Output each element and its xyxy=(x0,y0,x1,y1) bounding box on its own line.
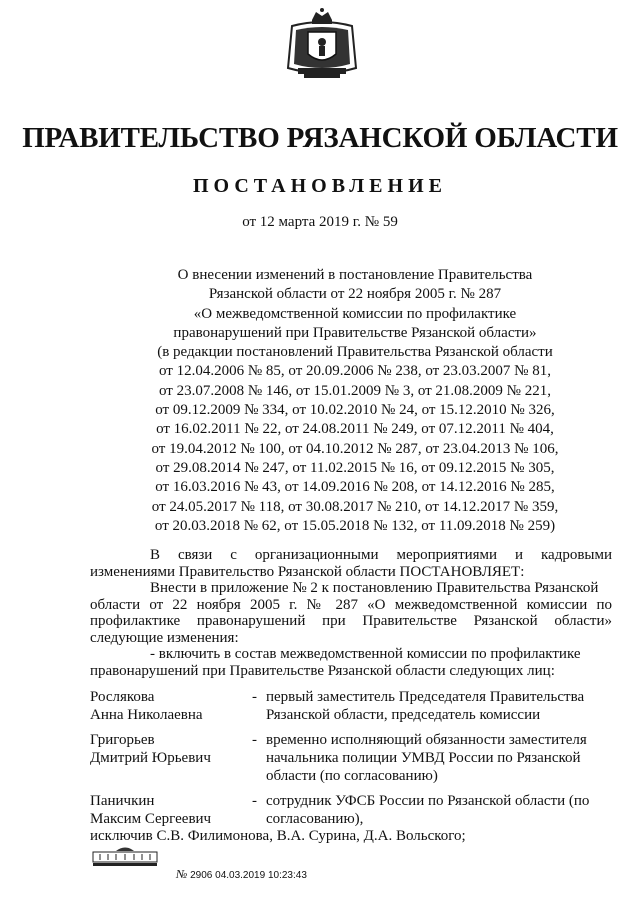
subject-line: (в редакции постановлений Правительства Рязанской области xyxy=(157,344,553,361)
body-paragraph-2-line-2: области от 22 ноября 2005 г. № 287 «О межведомственной комиссии по xyxy=(90,596,612,613)
member-dash: - xyxy=(252,793,257,809)
member-given-names: Максим Сергеевич xyxy=(90,811,212,827)
body-paragraph-3-line-2: правонарушений при Правительстве Рязанской области следующих лиц: xyxy=(90,662,555,679)
member-role xyxy=(266,792,606,828)
subject-line: О внесении изменений в постановление Правительства xyxy=(177,267,533,283)
member-role-line: Рязанской области, председатель комиссии xyxy=(266,707,541,723)
registration-number xyxy=(176,867,307,882)
document-body xyxy=(90,547,612,679)
body-paragraph-1-line-2: изменениями Правительство Рязанской области ПОСТАНОВЛЯЕТ: xyxy=(90,563,525,580)
member-role-line: области (по согласованию) xyxy=(266,768,438,784)
subject-line: от 24.05.2017 № 118, от 30.08.2017 № 210, от 14.12.2017 № 359, xyxy=(151,498,559,515)
registration-mark: № xyxy=(176,867,188,881)
document-type: ПОСТАНОВЛЕНИЕ xyxy=(193,175,447,197)
member-name xyxy=(90,731,240,767)
subject-line: от 29.08.2014 № 247, от 11.02.2015 № 16, от 09.12.2015 № 305, xyxy=(155,459,555,476)
document-subject xyxy=(150,266,560,536)
member-role-line: начальника полиции УМВД России по Рязанской xyxy=(266,750,581,766)
document-date: от 12 марта 2019 г. № 59 xyxy=(242,214,398,230)
registration-text: 2906 04.03.2019 10:23:43 xyxy=(190,870,307,881)
member-surname: Рослякова xyxy=(90,689,155,705)
subject-line: от 23.07.2008 № 146, от 15.01.2009 № 3, от 21.08.2009 № 221, xyxy=(158,382,551,399)
member-role-line: сотрудник УФСБ России по Рязанской области (по xyxy=(266,793,590,809)
ryazan-coat-of-arms-icon xyxy=(282,6,362,84)
subject-line: от 09.12.2009 № 334, от 10.02.2010 № 24, от 15.12.2010 № 326, xyxy=(155,402,555,419)
member-given-names: Анна Николаевна xyxy=(90,707,203,723)
subject-line: от 16.03.2016 № 43, от 14.09.2016 № 208, от 14.12.2016 № 285, xyxy=(155,479,555,496)
body-paragraph-3-line-1: - включить в состав межведомственной комиссии по профилактике xyxy=(150,646,581,662)
subject-line: от 12.04.2006 № 85, от 20.09.2006 № 238, от 23.03.2007 № 81, xyxy=(158,363,551,380)
government-title: ПРАВИТЕЛЬСТВО РЯЗАНСКОЙ ОБЛАСТИ xyxy=(22,122,618,154)
subject-line: «О межведомственной комиссии по профилактике xyxy=(193,305,517,322)
member-role xyxy=(266,688,606,724)
member-surname: Григорьев xyxy=(90,732,155,748)
subject-line: от 19.04.2012 № 100, от 04.10.2012 № 287, от 23.04.2013 № 106, xyxy=(151,440,559,457)
member-dash: - xyxy=(252,689,257,705)
exclude-line: исключив С.В. Филимонова, В.А. Сурина, Д.А. Вольского; xyxy=(90,828,466,844)
member-role-line: согласованию), xyxy=(266,811,364,827)
body-paragraph-1-line-1: В связи с организационными мероприятиями и кадровыми xyxy=(150,547,612,563)
member-role xyxy=(266,731,606,785)
registry-stamp-icon xyxy=(92,845,158,867)
member-role-line: первый заместитель Председателя Правительства xyxy=(266,689,585,705)
body-paragraph-2-line-4: следующие изменения: xyxy=(90,629,239,646)
body-paragraph-2-line-1: Внести в приложение № 2 к постановлению Правительства Рязанской xyxy=(150,580,599,596)
member-given-names: Дмитрий Юрьевич xyxy=(90,750,211,766)
member-name xyxy=(90,688,240,724)
subject-line: правонарушений при Правительстве Рязанской области» xyxy=(173,324,537,341)
subject-line: Рязанской области от 22 ноября 2005 г. № 287 xyxy=(208,286,502,303)
member-name xyxy=(90,792,240,828)
member-surname: Паничкин xyxy=(90,793,155,809)
body-paragraph-2-line-3: профилактике правонарушений при Правительстве Рязанской области» xyxy=(90,613,612,629)
subject-line: от 16.02.2011 № 22, от 24.08.2011 № 249, от 07.12.2011 № 404, xyxy=(156,421,554,438)
member-dash: - xyxy=(252,732,257,748)
subject-line: от 20.03.2018 № 62, от 15.05.2018 № 132, от 11.09.2018 № 259) xyxy=(154,517,556,534)
member-role-line: временно исполняющий обязанности заместителя xyxy=(266,732,587,748)
